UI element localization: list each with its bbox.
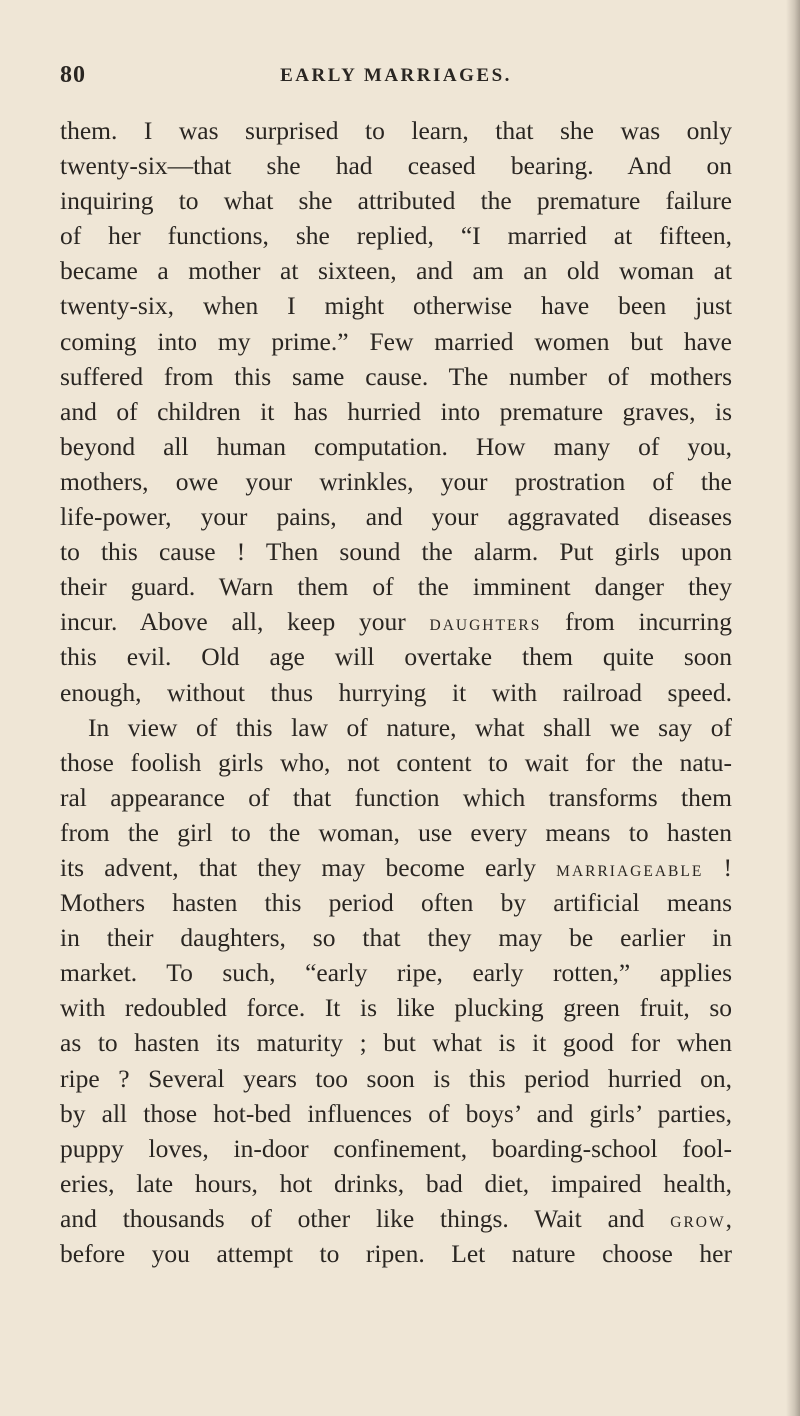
small-caps-word: DAUGHTERS — [429, 617, 542, 635]
page-number: 80 — [60, 62, 86, 88]
page-edge-shadow — [786, 0, 800, 1416]
text-line: life-power, your pains, and your aggravated diseases — [60, 502, 732, 532]
text-line: inquiring to what she attributed the premature failure — [60, 186, 732, 216]
text-line: them. I was surprised to learn, that she was only — [60, 116, 732, 145]
text-line: enough, without thus hurrying it with railroad speed. — [60, 677, 732, 707]
text-line: their guard. Warn them of the imminent danger they — [60, 572, 732, 602]
text-line: suffered from this same cause. The number of mothers — [60, 361, 732, 391]
text-line: beyond all human computation. How many of you, — [60, 431, 732, 461]
text-line: Mothers hasten this period often by artificial means — [60, 888, 732, 918]
text-line: to this cause ! Then sound the alarm. Put girls upon — [60, 537, 732, 567]
text-line: as to hasten its maturity ; but what is it good for when — [60, 1028, 732, 1058]
text-line: those foolish girls who, not content to wait for the natu- — [60, 747, 732, 777]
text-line: before you attempt to ripen. Let nature choose her — [60, 1239, 732, 1268]
text-line: incur. Above all, keep your DAUGHTERS from incurring — [60, 607, 732, 637]
text-line: and of children it has hurried into premature graves, is — [60, 396, 732, 426]
running-head: EARLY MARRIAGES. — [280, 65, 512, 86]
text-line: mothers, owe your wrinkles, your prostration of the — [60, 466, 732, 496]
text-line: twenty-six, when I might otherwise have been just — [60, 291, 732, 321]
body-text — [60, 113, 732, 1271]
text-line: from the girl to the woman, use every means to hasten — [60, 817, 732, 847]
text-line: market. To such, “early ripe, early rotten,” applies — [60, 958, 732, 988]
text-line: ral appearance of that function which transforms them — [60, 782, 732, 812]
text-line: in their daughters, so that they may be earlier in — [60, 923, 732, 953]
text-line: became a mother at sixteen, and am an old woman at — [60, 256, 732, 286]
text-line: puppy loves, in-door confinement, boarding-school fool- — [60, 1133, 732, 1163]
text-line: of her functions, she replied, “I married at fifteen, — [60, 221, 732, 251]
text-line: and thousands of other like things. Wait and GROW, — [60, 1203, 732, 1233]
small-caps-word: MARRIAGEABLE — [556, 862, 704, 880]
text-line: this evil. Old age will overtake them quite soon — [60, 642, 732, 672]
paragraph-start-line: In view of this law of nature, what shall we say of — [88, 712, 732, 742]
page-header — [60, 62, 732, 102]
text-line: its advent, that they may become early MARRIAGEABLE ! — [60, 852, 732, 882]
text-line: coming into my prime.” Few married women but have — [60, 326, 732, 356]
text-line: ripe ? Several years too soon is this period hurried on, — [60, 1063, 732, 1093]
text-line: by all those hot-bed influences of boys’ and girls’ parties, — [60, 1098, 732, 1128]
small-caps-word: GROW — [670, 1213, 726, 1231]
text-line: with redoubled force. It is like plucking green fruit, so — [60, 993, 732, 1023]
text-line: eries, late hours, hot drinks, bad diet, impaired health, — [60, 1168, 732, 1198]
text-line: twenty-six—that she had ceased bearing. And on — [60, 151, 732, 181]
